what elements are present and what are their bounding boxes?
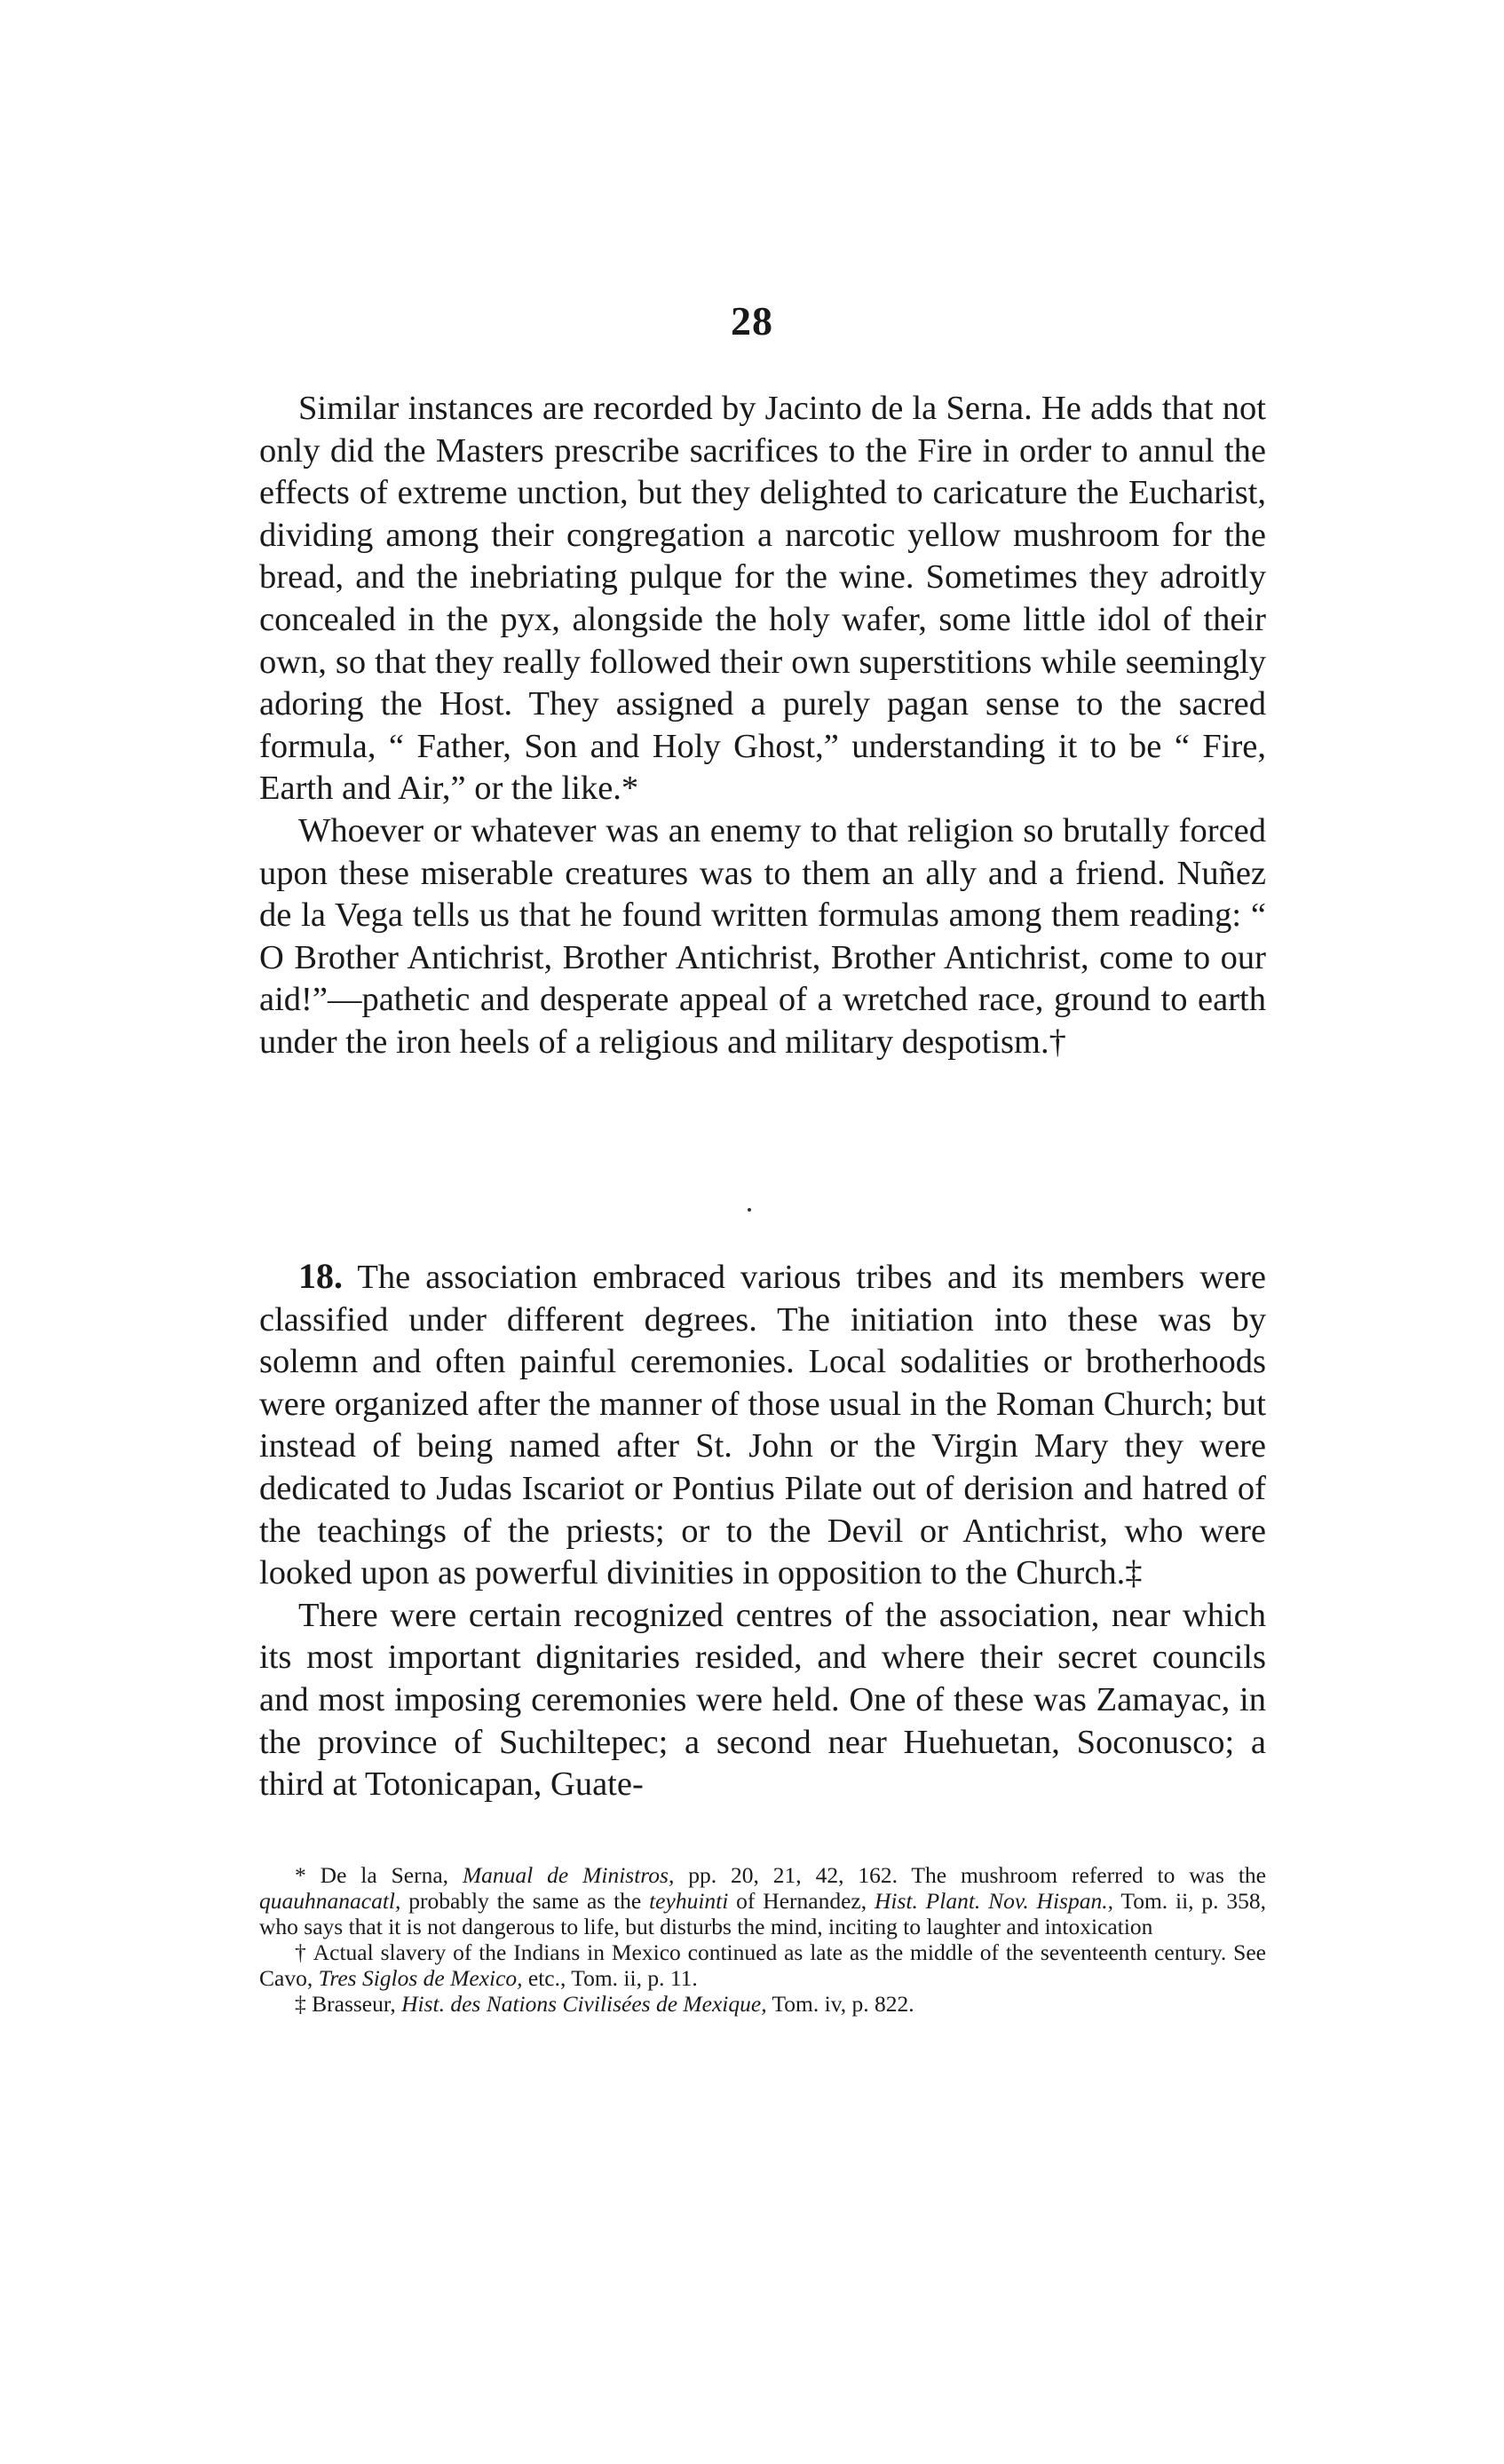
section-paragraph: [259, 1255, 1266, 1595]
separator-dot: [748, 1208, 751, 1212]
footnote-text: Tom. ii, p. 358, who says that it is not dangerous to life, but disturbs the mind, inciting to laughter and intoxication: [259, 1888, 1267, 1939]
paragraph: Whoever or whatever was an enemy to that religion so brutally forced upon these miserable creatures was to them an ally and a friend. Nuñez de la Vega tells us that he found written formulas among them reading: “ O Brother Antichrist, Brother Antichrist, Brother Antichrist, come to our aid!”—pathetic and desperate appeal of a wretched race, ground to earth under the iron heels of a religious and military despotism.†: [259, 811, 1266, 1061]
footnote-text: ‡ Brasseur,: [295, 1991, 402, 2017]
body-text-upper: [259, 388, 1266, 1064]
footnote-title: quauhnanacatl,: [259, 1888, 401, 1914]
footnote-text: Tom. iv, p. 822.: [766, 1991, 914, 2017]
footnote-title: teyhuinti: [649, 1888, 729, 1914]
section-paragraph-text: The association embraced various tribes and its members were classified under different degrees. The initiation into these was by solemn and often painful ceremonies. Local sodalities or brotherhoods were organized after the manner of those usual in the Roman Church; but instead of being named after St. John or the Virgin Mary they were dedicated to Judas Iscariot or Pontius Pilate out of derision and hatred of the teachings of the priests; or to the Devil or Antichrist, who were looked upon as powerful divinities in opposition to the Church.‡: [259, 1259, 1266, 1592]
footnotes: [259, 1862, 1266, 2017]
footnote-text: * De la Serna,: [295, 1862, 463, 1888]
footnote-brasseur: [259, 1991, 1266, 2017]
footnote-title: Hist. des Nations Civilisées de Mexique,: [401, 1991, 767, 2017]
section-number: 18.: [298, 1256, 343, 1296]
page-number: 28: [731, 298, 773, 344]
footnote-title: Manual de Ministros,: [462, 1862, 675, 1888]
footnote-slavery: [259, 1939, 1266, 1991]
footnote-text: of Hernandez,: [728, 1888, 875, 1914]
paragraph: Similar instances are recorded by Jacinto de la Serna. He adds that not only did the Masters prescribe sacrifices to the Fire in order to annul the effects of extreme unction, but they delighted to caricature the Eucharist, dividing among their congregation a narcotic yellow mushroom for the bread, and the inebriating pulque for the wine. Sometimes they adroitly concealed in the pyx, alongside the holy wafer, some little idol of their own, so that they really followed their own superstitions while seemingly adoring the Host. They assigned a purely pagan sense to the sacred formula, “ Father, Son and Holy Ghost,” understanding it to be “ Fire, Earth and Air,” or the like.*: [259, 390, 1266, 808]
footnote-title: Tres Siglos de Mexico,: [318, 1965, 523, 1991]
section-18: [259, 1255, 1266, 1806]
footnote-title: Hist. Plant. Nov. Hispan.,: [874, 1888, 1113, 1914]
footnote-text: † Actual slavery of the Indians in Mexico continued as late as the middle of the seventeenth century. See Cavo,: [259, 1939, 1266, 1991]
footnote-text: etc., Tom. ii, p. 11.: [522, 1965, 698, 1991]
section-paragraph: There were certain recognized centres of the association, near which its most important dignitaries resided, and where their secret councils and most imposing ceremonies were held. One of these was Zamayac, in the province of Suchiltepec; a second near Huehuetan, Soconusco; a third at Totonicapan, Guate-: [259, 1596, 1266, 1804]
footnote-text: pp. 20, 21, 42, 162. The mushroom referred to was the: [674, 1862, 1266, 1888]
footnote-serna: [259, 1862, 1266, 1939]
footnote-text: probably the same as the: [400, 1888, 650, 1914]
